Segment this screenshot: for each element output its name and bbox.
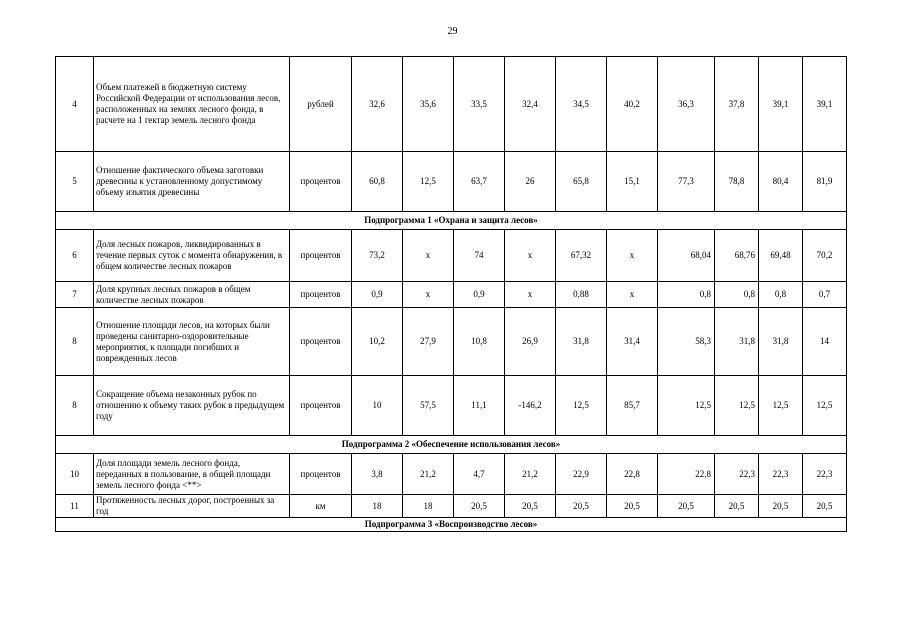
value-cell: 80,4 <box>759 152 803 212</box>
value-cell: 57,5 <box>403 376 454 436</box>
section-title: Подпрограмма 1 «Охрана и защита лесов» <box>56 212 847 230</box>
indicator-name: Отношение фактического объема заготовки древесины к установленному допустимому объему изъятия древесины <box>94 152 290 212</box>
value-cell: 34,5 <box>556 57 607 152</box>
table-row <box>56 376 847 436</box>
row-number: 8 <box>56 376 94 436</box>
value-cell: х <box>607 230 658 282</box>
value-cell: 20,5 <box>505 495 556 518</box>
value-cell: 69,48 <box>759 230 803 282</box>
row-number: 11 <box>56 495 94 518</box>
value-cell: 22,9 <box>556 454 607 495</box>
value-cell: 0,9 <box>454 282 505 308</box>
value-cell: 33,5 <box>454 57 505 152</box>
table-row <box>56 454 847 495</box>
value-cell: х <box>403 282 454 308</box>
row-number: 8 <box>56 308 94 376</box>
value-cell: 0,8 <box>715 282 759 308</box>
page-number: 29 <box>447 26 458 37</box>
value-cell: 67,32 <box>556 230 607 282</box>
value-cell: 85,7 <box>607 376 658 436</box>
indicator-name: Доля площади земель лесного фонда, переданных в пользование, в общей площади земель лесного фонда <**> <box>94 454 290 495</box>
section-header-row <box>56 436 847 454</box>
value-cell: 20,5 <box>715 495 759 518</box>
value-cell: 21,2 <box>505 454 556 495</box>
row-number: 10 <box>56 454 94 495</box>
value-cell: 26,9 <box>505 308 556 376</box>
section-header-row <box>56 212 847 230</box>
value-cell: 20,5 <box>658 495 715 518</box>
value-cell: 12,5 <box>803 376 847 436</box>
value-cell: 39,1 <box>803 57 847 152</box>
row-number: 6 <box>56 230 94 282</box>
unit-cell: процентов <box>290 376 352 436</box>
value-cell: 22,8 <box>658 454 715 495</box>
unit-cell: процентов <box>290 282 352 308</box>
value-cell: 40,2 <box>607 57 658 152</box>
table-row <box>56 230 847 282</box>
value-cell: 0,8 <box>759 282 803 308</box>
value-cell: 31,8 <box>556 308 607 376</box>
value-cell: 22,3 <box>715 454 759 495</box>
unit-cell: процентов <box>290 230 352 282</box>
value-cell: х <box>505 282 556 308</box>
value-cell: 20,5 <box>556 495 607 518</box>
value-cell: 18 <box>403 495 454 518</box>
value-cell: х <box>403 230 454 282</box>
value-cell: 20,5 <box>607 495 658 518</box>
unit-cell: км <box>290 495 352 518</box>
table-row <box>56 57 847 152</box>
value-cell: 22,3 <box>803 454 847 495</box>
value-cell: 21,2 <box>403 454 454 495</box>
section-title: Подпрограмма 3 «Воспроизводство лесов» <box>56 518 847 532</box>
table-row <box>56 282 847 308</box>
value-cell: 12,5 <box>759 376 803 436</box>
value-cell: 12,5 <box>403 152 454 212</box>
indicator-name: Отношение площади лесов, на которых были проведены санитарно-оздоровительные мероприятия, к площади погибших и поврежденных лесов <box>94 308 290 376</box>
value-cell: 58,3 <box>658 308 715 376</box>
row-number: 7 <box>56 282 94 308</box>
value-cell: 22,8 <box>607 454 658 495</box>
unit-cell: рублей <box>290 57 352 152</box>
table-row <box>56 495 847 518</box>
value-cell: 0,9 <box>352 282 403 308</box>
value-cell: 10 <box>352 376 403 436</box>
value-cell: 27,9 <box>403 308 454 376</box>
indicators-table <box>55 56 847 532</box>
value-cell: 35,6 <box>403 57 454 152</box>
table-row <box>56 152 847 212</box>
value-cell: 81,9 <box>803 152 847 212</box>
indicator-name: Доля лесных пожаров, ликвидированных в течение первых суток с момента обнаружения, в общем количестве лесных пожаров <box>94 230 290 282</box>
section-title: Подпрограмма 2 «Обеспечение использования лесов» <box>56 436 847 454</box>
value-cell: 39,1 <box>759 57 803 152</box>
value-cell: 26 <box>505 152 556 212</box>
value-cell: 70,2 <box>803 230 847 282</box>
indicator-name: Доля крупных лесных пожаров в общем количестве лесных пожаров <box>94 282 290 308</box>
value-cell: -146,2 <box>505 376 556 436</box>
value-cell: 11,1 <box>454 376 505 436</box>
value-cell: 77,3 <box>658 152 715 212</box>
value-cell: 20,5 <box>454 495 505 518</box>
value-cell: 78,8 <box>715 152 759 212</box>
value-cell: 20,5 <box>803 495 847 518</box>
value-cell: 73,2 <box>352 230 403 282</box>
value-cell: 10,2 <box>352 308 403 376</box>
value-cell: 31,8 <box>759 308 803 376</box>
indicator-name: Сокращение объема незаконных рубок по отношению к объему таких рубок в предыдущем году <box>94 376 290 436</box>
indicator-name: Объем платежей в бюджетную систему Российской Федерации от использования лесов, расположенных на землях лесного фонда, в расчете на 1 гектар земель лесного фонда <box>94 57 290 152</box>
value-cell: х <box>505 230 556 282</box>
unit-cell: процентов <box>290 308 352 376</box>
table-row <box>56 308 847 376</box>
value-cell: 0,88 <box>556 282 607 308</box>
value-cell: 0,7 <box>803 282 847 308</box>
value-cell: 74 <box>454 230 505 282</box>
section-header-row <box>56 518 847 532</box>
value-cell: 22,3 <box>759 454 803 495</box>
value-cell: 68,04 <box>658 230 715 282</box>
value-cell: 18 <box>352 495 403 518</box>
value-cell: 0,8 <box>658 282 715 308</box>
value-cell: 31,8 <box>715 308 759 376</box>
value-cell: 4,7 <box>454 454 505 495</box>
value-cell: 14 <box>803 308 847 376</box>
value-cell: 65,8 <box>556 152 607 212</box>
indicator-name: Протяженность лесных дорог, построенных за год <box>94 495 290 518</box>
value-cell: 31,4 <box>607 308 658 376</box>
value-cell: 12,5 <box>556 376 607 436</box>
value-cell: 63,7 <box>454 152 505 212</box>
value-cell: 60,8 <box>352 152 403 212</box>
value-cell: 32,4 <box>505 57 556 152</box>
value-cell: 12,5 <box>715 376 759 436</box>
unit-cell: процентов <box>290 152 352 212</box>
value-cell: 3,8 <box>352 454 403 495</box>
value-cell: 20,5 <box>759 495 803 518</box>
value-cell: х <box>607 282 658 308</box>
value-cell: 32,6 <box>352 57 403 152</box>
value-cell: 37,8 <box>715 57 759 152</box>
unit-cell: процентов <box>290 454 352 495</box>
value-cell: 12,5 <box>658 376 715 436</box>
row-number: 4 <box>56 57 94 152</box>
row-number: 5 <box>56 152 94 212</box>
value-cell: 68,76 <box>715 230 759 282</box>
value-cell: 36,3 <box>658 57 715 152</box>
value-cell: 10,8 <box>454 308 505 376</box>
value-cell: 15,1 <box>607 152 658 212</box>
